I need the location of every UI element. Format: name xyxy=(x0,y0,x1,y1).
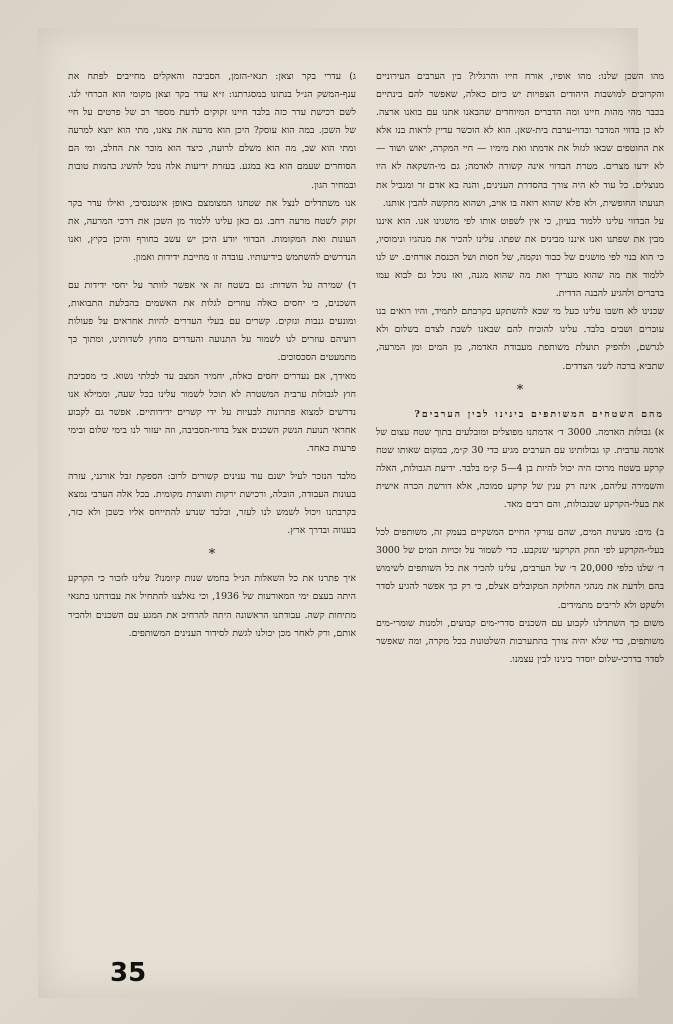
right-column xyxy=(376,68,664,669)
paragraph: על הבדווי עלינו ללמוד בעיון, כי אין לשפוט אותו לפי מושגינו אנו. הוא איננו מבין את שפתנו ואנו איננו מבינים את שפתו. עלינו להכיר את מנהגיו ונימוסיו, כי הוא בנוי לפי מושגים של כבוד ונקמה, של חסות ושל הכנסת אורחים. יש לנו ללמוד את מה שהוא מעריך ואת מה שהוא מגנה, ואז נוכל גם לבוא עמו בדברים ולהגיע להבנה הדדית. xyxy=(376,215,664,300)
magazine-page xyxy=(38,28,664,998)
paragraph: ג) עדרי בקר וצאן: תנאי-הזמן, הסביבה והאקלים מחייבים לפתח את ענף-המשק הנ״ל בנתונו במסגרתנו: ז״א עדר בקר וצאן מקומי הוא הכרחי לנו. לשם רכישת עדר כזה בלבד חיינו זקוקים לדעת מספר רב של פרטים על חיי של השכן. במה הוא עוסק? היכן הוא מרעה את צאנו, מתי הוא יוצא למרעה ומתי הוא שב, מה הוא משלם לרועה, כיצד הוא מוכר את החלב, ומי הם הסוחרים שעמם הוא בא במגע. בעזרת ידיעות אלה נוכל להשיג בהמות טובות ובמחיר הגון. xyxy=(68,71,356,191)
section-question: מהם השטחים המשותפים בינינו לבין הערבים? xyxy=(414,408,664,420)
section-separator: * xyxy=(516,382,524,398)
paragraph: ד) שמירה על השדות: גם בשטח זה אי אפשר לוותר על יחסי ידידות עם השכנים, כי יחסים כאלה עוזרים לגלות את האשמים בהבלעת התבואות, ומונעים גנבות ונזקים. קשרים עם בעלי העדרים להיות אחראים על פעולות רועיהם עוזרים לנו לשמור על התנועה והעדרים מחוץ לשדותינו, ומתוך כך מתמעטים הסכסוכים. xyxy=(68,280,356,364)
paragraph: שכנינו לא חשבו עלינו כעל מי שבא להשתקע בקרבתם לתמיד, והיו רואים בנו עוברים ושבים בלבד. עלינו להוכיח להם שבאנו לשבת לצדם בשלום ולא לגרשם, ולהפיק תועלת משותפת מעבודת האדמה, מן המים ומן המרעה, שתביא ברכה לשני הצדדים. xyxy=(376,306,664,372)
paragraph: אנו משתדלים לנצל את שטחנו המצומצם באופן אינטנסיבי, ואילו עדר בקר זקוק לשטח מרעה רחב. גם כאן עלינו ללמוד מן השכן את דרכי המרעה, את העונות ואת המקומות. הבדווי יודע היכן יש עשב בחורף והיכן בקיץ, ואנו הנדרשים להשתמש בידיעותיו. עובדה זו מחייבת ידידות ואמון. xyxy=(68,197,356,263)
left-column xyxy=(68,68,356,643)
paragraph: מאידך, אם נעדרים יחסים כאלה, יחמיר המצב עד לבלתי נשוא. כי מסביבת חוץ לגבולות ערבית המשטרה לא תוכל לשמור עלינו בכל שעה, וממילא אנו נדרשים למצוא פתרונות לבעיות על ידי קשרים ידידותיים. אפשר גם לקבוע אחראי תנועת הנשק השכנים אצל בדווי-הסביבה, וזה יעזור לנו בימי שלום ובימי פרעות כאחד. xyxy=(68,370,356,454)
paragraph: איך פתרנו את כל השאלות הנ״ל בחמש שנות קיומנו? עלינו לזכור כי הקרקע היתה בעצם ימי המאורעות של 1936, וכי נאלצנו להתחיל את עבודתנו בתנאי מתיחות קשה. עבודתנו הראשונה היתה להרחיב את המגע עם השכנים ולהכיר אותם, ורק לאחר מכן יכולנו לגשת לסידור הענינים המשותפים. xyxy=(68,573,356,639)
paragraph: ב) מים: מעינות המים, שהם עורקי החיים המשקיים בעמק זה, משותפים לכל בעלי-הקרקע לפי החק הקרקעי שנקבע. כדי לשמור על זכויות המים של 3000 ד׳ שלנו כלפי 20,000 ד׳ של הערבים, עלינו להכיר את כל השותפים לשימוש בהם ולדעת את מנהגי החלוקה המקובלים אצלם, כי רק כך אפשר להגיע לסדר ולשקט ולא לריבים מתמידים. xyxy=(376,527,664,611)
section-separator: * xyxy=(208,547,216,563)
page-number: 35 xyxy=(110,958,147,988)
paragraph: משום כך השתדלנו לקבוע עם השכנים סדרי-מים קבועים, ולמנות שומרי-מים משותפים, כדי שלא יהיה צורך בהתערבות השלטונות בכל מקרה, ומה שאפשר לסדר בדרכי-שלום יוסדר בינינו לבין עצמנו. xyxy=(376,617,664,665)
paragraph: א) גבולות האדמה. 3000 ד׳ אדמתנו מפוצלים ומובלעים בתוך שטח עצום של אדמה ערבית. קו גבולותינו עם הערבים מגיע כדי 30 ק״מ, במקום שאותו שטח קרקע בשטח מרוכז היה יכול להיות בן 4—5 ק״מ בלבד. ידיעת הגבולות, האלה והשמירה עליהם, אינה רק ענין של קרקע סמוכה, אלא דורשת הכרה אישית את בעלי-הקרקע שבגבולות, והם רבים מאד. xyxy=(376,426,664,511)
paragraph: מהו השכן שלנו: מהו אופיו, אורח חייו והרגליו? בין הערבים העירוניים והקרובים למושבות היהודים הצפויות יש כיום כאלה, שאפשר להם בינתיים בכבר מהי מהות חיינו ומה הדברים המיוחדים שהבאנו אתנו עם בואנו ארצה. לא כן בדווי המדבר ובדוי-ערבת בית-שאן. הוא לא הוכשר עדיין לראות בנו אלא את החוטפים שבאו לגזול את אדמתו ואת מימיו — חיי המקרה, יאוש ושוד — לא ידעו מצרים. מטרת הבדווי אינה קשורה לאדמה; גם מי-השקאה לא היו מנוצלים. כל עוד לא היה צורך בהסדרת הענינים, והנה בא אדם זר ומגביל את תנועתו החופשית, ולא פלא שהוא רואה בו אויב, ושהוא מתקשה להבין אותנו. xyxy=(376,71,664,209)
paragraph: מלבד הנזכר לעיל ישנם עוד ענינים קשורים לרוב: הספקת זבל אורגני, עזרה בעונות העבודה, הובלה, ורכישת ירקות ותוצרת מקומית. בכל אלה הערבי נמצא בקרבתנו ויכול לשמש לנו לעזר, ובלבד שנדע להתייחס אליו כשכן ולא כזר, בענווה ובדרך ארץ. xyxy=(68,470,356,537)
